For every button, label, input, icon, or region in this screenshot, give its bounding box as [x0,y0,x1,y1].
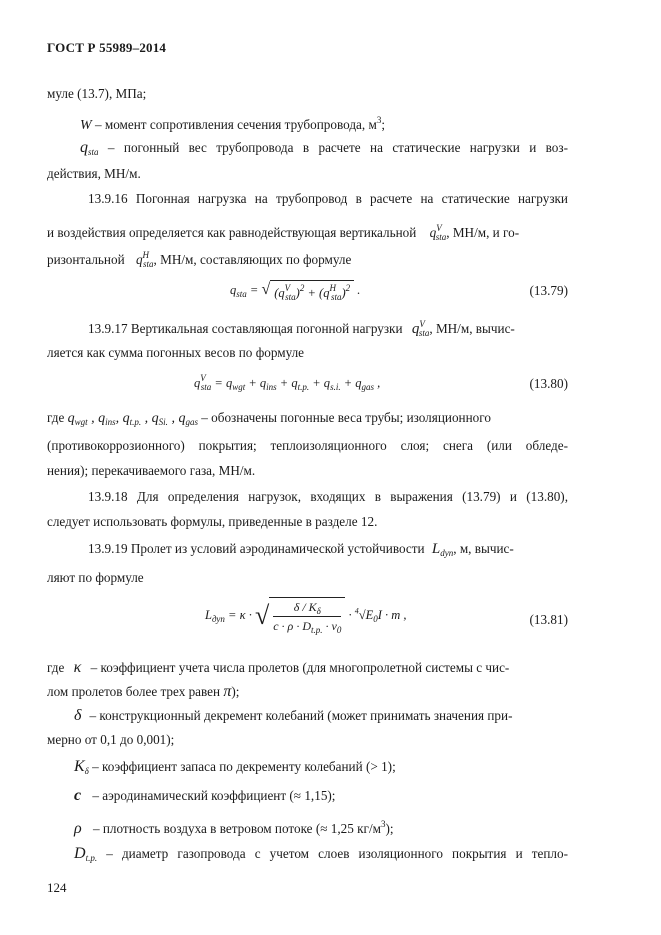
text: 13.9.19 Пролет из условий аэродинамической устойчивости [88,541,425,556]
definition-rho: ρ – плотность воздуха в ветровом потоке (≈ 1,25 $кг/м^3$); [74,819,394,837]
superscript: V [419,319,425,329]
formula-13-81: $L_{дуn} = \kappa$ · √ $\frac{\delta / K_\delta}{c \cdot \rho \cdot D_{t.p.} \cdot v_0}$ · $^4√E_0I \cdot m$ , [205,597,407,635]
text: , МН/м, составляющих по формуле [153,252,352,267]
definition-text: – момент сопротивления сечения трубопровода, м [91,117,377,132]
text: и воздействия определяется как равнодействующая вертикальной [47,225,417,240]
text-line [47,463,255,479]
text-line [47,345,304,361]
text: 13.9.16 Погонная нагрузка на трубопровод в расчете на статические нагрузки [88,191,568,206]
equation-number: (13.80) [529,376,568,391]
symbol-q-h-sta: $q^H_{sta}$ [135,250,154,269]
text: нения); перекачиваемого газа, МН/м. [47,463,256,478]
text-line: лом пролетов более трех равен π); [47,683,240,700]
paragraph-13-9-17 [88,316,515,341]
equation-number: (13.81) [529,612,568,627]
text: ); [231,684,240,699]
text-line [47,220,519,245]
punct: ; [381,117,386,132]
document-header: ГОСТ Р 55989–2014 [47,40,167,55]
text: следует использовать формулы, приведенные в разделе 12. [47,514,378,529]
definition-w [80,112,385,134]
formula-13-79: $q_{sta}$ = √ $(q^V_{sta})^2 + (q^H_{sta})^2$ . [230,280,361,302]
text: где [47,410,65,425]
text: – коэффициент запаса по декременту колебаний (> 1); [92,759,396,774]
text: – обозначены погонные веса трубы; изоляционного [201,410,491,425]
text-line [47,166,141,182]
text: – плотность воздуха в ветровом потоке (≈ 1,25 кг/м [92,821,381,836]
text-line [47,86,146,102]
formula-13-80: $q^V_{sta} = q_{wgt} + q_{ins} + q_{t.p.} + q_{s.i.} + q_{gas}$ , [194,373,381,392]
text: ризонтальной [47,252,125,267]
symbol-q-v-sta: $q^V_{sta}$ [411,319,430,338]
superscript: 3 [376,115,382,125]
text: действия, МН/м. [47,166,141,181]
superscript: V [436,223,442,233]
text: мерно от 0,1 до 0,001); [47,732,175,747]
text: муле (13.7), МПа; [47,86,147,101]
equation-number: (13.79) [529,283,568,298]
superscript: H [142,250,150,260]
text: – конструкционный декремент колебаний (может принимать значения при- [89,708,513,723]
text: – диаметр газопровода с учетом слоев изоляционного покрытия и тепло- [106,846,568,861]
definition-k-delta: $K_\delta$ – коэффициент запаса по декременту колебаний (> 1); [74,758,396,776]
text: , МН/м, вычис- [429,321,515,336]
text-line [47,247,351,272]
text-line [47,514,377,530]
definition-c: c – аэродинамический коэффициент (≈ 1,15); [74,787,336,804]
paragraph-13-9-18 [88,489,568,505]
paragraph-13-9-16 [88,191,568,207]
definition-kappa: где κ – коэффициент учета числа пролетов (для многопролетной системы с чис- [47,659,510,676]
text: , МН/м, и го- [446,225,520,240]
text: 13.9.17 Вертикальная составляющая погонной нагрузки [88,321,403,336]
symbol-q: q [80,139,88,156]
text: где [47,660,65,675]
subscript: sta [88,147,99,157]
page-number: 124 [47,880,67,895]
text-line [47,570,144,586]
text: – коэффициент учета числа пролетов (для многопролетной системы с чис- [90,660,510,675]
text-line: где $q_{wgt}$ , $q_{ins}$, $q_{t.p.}$ , $q_{Si.}$ , $q_{gas}$ – обозначены погонные веса трубы; изоляционного [47,410,491,427]
text: – аэродинамический коэффициент (≈ 1,15); [92,788,336,803]
text: лом пролетов более трех равен [47,684,221,699]
definition-d-tp: $D_{t.p.}$ – диаметр газопровода с учетом слоев изоляционного покрытия и тепло- [74,845,568,863]
definition-delta: δ – конструкционный декремент колебаний (может принимать значения при- [74,707,513,724]
text: ); [385,821,394,836]
text: ляют по формуле [47,570,144,585]
text: , м, вычис- [453,541,514,556]
text-line [47,732,174,748]
symbol-w: W [80,118,92,133]
text: 13.9.18 Для определения нагрузок, входящих в выражения (13.79) и (13.80), [88,489,568,504]
definition-qsta [80,140,568,160]
definition-text: – погонный вес трубопровода в расчете на статические нагрузки и воз- [107,140,568,155]
paragraph-13-9-19: 13.9.19 Пролет из условий аэродинамической устойчивости $L_{dyn}$, м, вычис- [88,541,514,558]
superscript: 3 [380,819,386,829]
text: (противокоррозионного) покрытия; теплоизоляционного слоя; снега (или обледе- [47,438,568,453]
symbol-q-v-sta: $q^V_{sta}$ [429,223,447,242]
text: ляется как сумма погонных весов по формуле [47,345,305,360]
text-line [47,438,568,454]
